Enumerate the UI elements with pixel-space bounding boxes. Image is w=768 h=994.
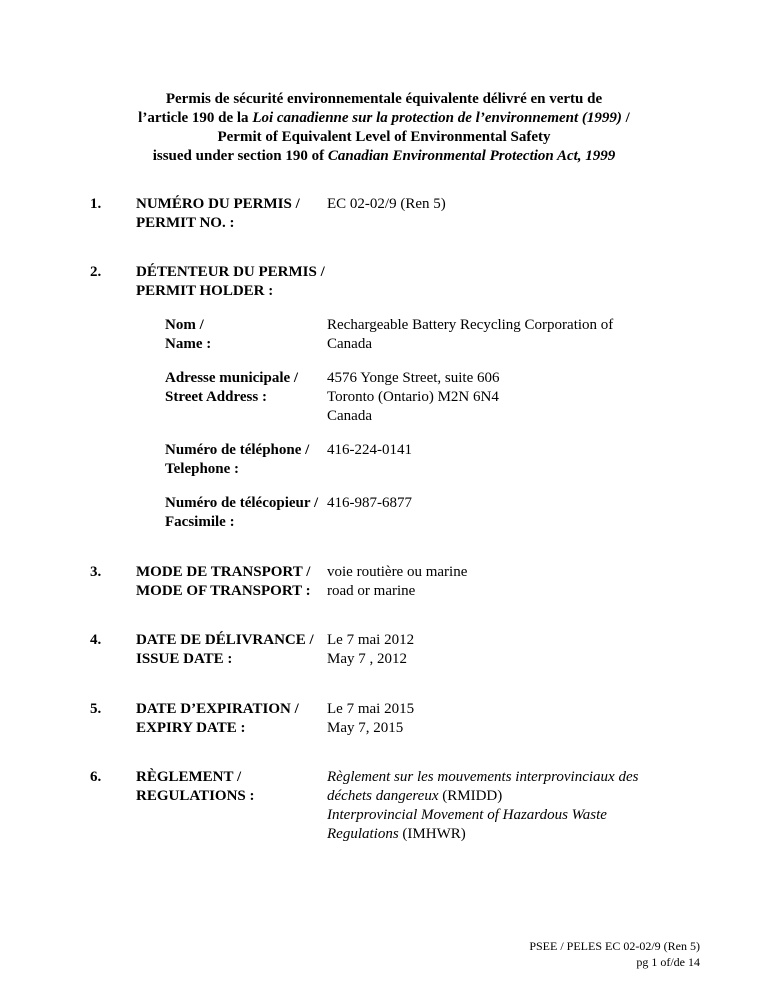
fax-label-fr: Numéro de télécopieur /	[165, 495, 319, 511]
title-line-3: Permit of Equivalent Level of Environmental Safety	[217, 129, 551, 145]
transport-label-en: MODE OF TRANSPORT :	[136, 583, 311, 599]
title-line-1: Permis de sécurité environnementale équivalente délivré en vertu de	[165, 91, 603, 107]
address-line-3: Canada	[327, 408, 372, 424]
phone-label-en: Telephone :	[165, 461, 240, 477]
regulation-fr-title-2: déchets dangereux	[327, 788, 439, 804]
footer-reference: PSEE / PELES EC 02-02/9 (Ren 5)	[529, 939, 700, 953]
issue-date-value-fr: Le 7 mai 2012	[327, 632, 415, 648]
section-6-number: 6.	[90, 769, 102, 785]
transport-value-fr: voie routière ou marine	[327, 564, 468, 580]
regulation-en-line-2	[327, 825, 466, 844]
section-5-number: 5.	[90, 701, 102, 717]
title-line-2-prefix: l’article 190 de la	[138, 110, 253, 126]
holder-name-line-1: Rechargeable Battery Recycling Corporation of	[327, 317, 614, 333]
regulation-en-title-1: Interprovincial Movement of Hazardous Waste	[327, 807, 607, 823]
transport-value-en: road or marine	[327, 583, 416, 599]
expiry-date-label-fr: DATE D’EXPIRATION /	[136, 701, 299, 717]
address-line-2: Toronto (Ontario) M2N 6N4	[327, 389, 499, 405]
expiry-date-value-en: May 7, 2015	[327, 720, 404, 736]
issue-date-label-fr: DATE DE DÉLIVRANCE /	[136, 632, 314, 648]
regulation-fr-abbr: (RMIDD)	[438, 788, 503, 804]
fax-label-en: Facsimile :	[165, 514, 235, 530]
title-line-2	[0, 109, 768, 128]
regulation-fr-line-2	[327, 787, 502, 806]
name-label-fr: Nom /	[165, 317, 204, 333]
regulations-label-en: REGULATIONS :	[136, 788, 255, 804]
regulations-label-fr: RÈGLEMENT /	[136, 769, 242, 785]
issue-date-label-en: ISSUE DATE :	[136, 651, 233, 667]
title-line-4	[0, 147, 768, 166]
footer-page-number: pg 1 of/de 14	[636, 955, 700, 969]
address-line-1: 4576 Yonge Street, suite 606	[327, 370, 500, 386]
section-3-number: 3.	[90, 564, 102, 580]
expiry-date-label-en: EXPIRY DATE :	[136, 720, 246, 736]
holder-name-line-2: Canada	[327, 336, 372, 352]
regulation-en-title-2: Regulations	[327, 826, 399, 842]
phone-label-fr: Numéro de téléphone /	[165, 442, 310, 458]
name-label-en: Name :	[165, 336, 212, 352]
section-4-number: 4.	[90, 632, 102, 648]
issue-date-value-en: May 7 , 2012	[327, 651, 407, 667]
address-label-en: Street Address :	[165, 389, 267, 405]
title-line-4-prefix: issued under section 190 of	[152, 148, 328, 164]
title-line-4-act-en: Canadian Environmental Protection Act, 1999	[327, 148, 616, 164]
title-line-2-suffix: /	[621, 110, 630, 126]
document-title	[0, 90, 768, 166]
permit-holder-label-en: PERMIT HOLDER :	[136, 283, 274, 299]
fax-value: 416-987-6877	[327, 495, 412, 511]
regulation-en-line-1	[327, 806, 607, 825]
address-label-fr: Adresse municipale /	[165, 370, 299, 386]
page-footer	[529, 938, 700, 970]
permit-no-value: EC 02-02/9 (Ren 5)	[327, 196, 446, 212]
permit-no-label-fr: NUMÉRO DU PERMIS /	[136, 196, 300, 212]
section-1-number: 1.	[90, 196, 102, 212]
permit-holder-label-fr: DÉTENTEUR DU PERMIS /	[136, 264, 325, 280]
regulation-en-abbr: (IMHWR)	[398, 826, 466, 842]
phone-value: 416-224-0141	[327, 442, 412, 458]
regulation-fr-line-1	[327, 768, 638, 787]
expiry-date-value-fr: Le 7 mai 2015	[327, 701, 415, 717]
title-line-2-act-fr: Loi canadienne sur la protection de l’environnement (1999)	[252, 110, 622, 126]
permit-no-label-en: PERMIT NO. :	[136, 215, 235, 231]
regulation-fr-title-1: Règlement sur les mouvements interprovinciaux des	[327, 769, 639, 785]
section-2-number: 2.	[90, 264, 102, 280]
transport-label-fr: MODE DE TRANSPORT /	[136, 564, 311, 580]
